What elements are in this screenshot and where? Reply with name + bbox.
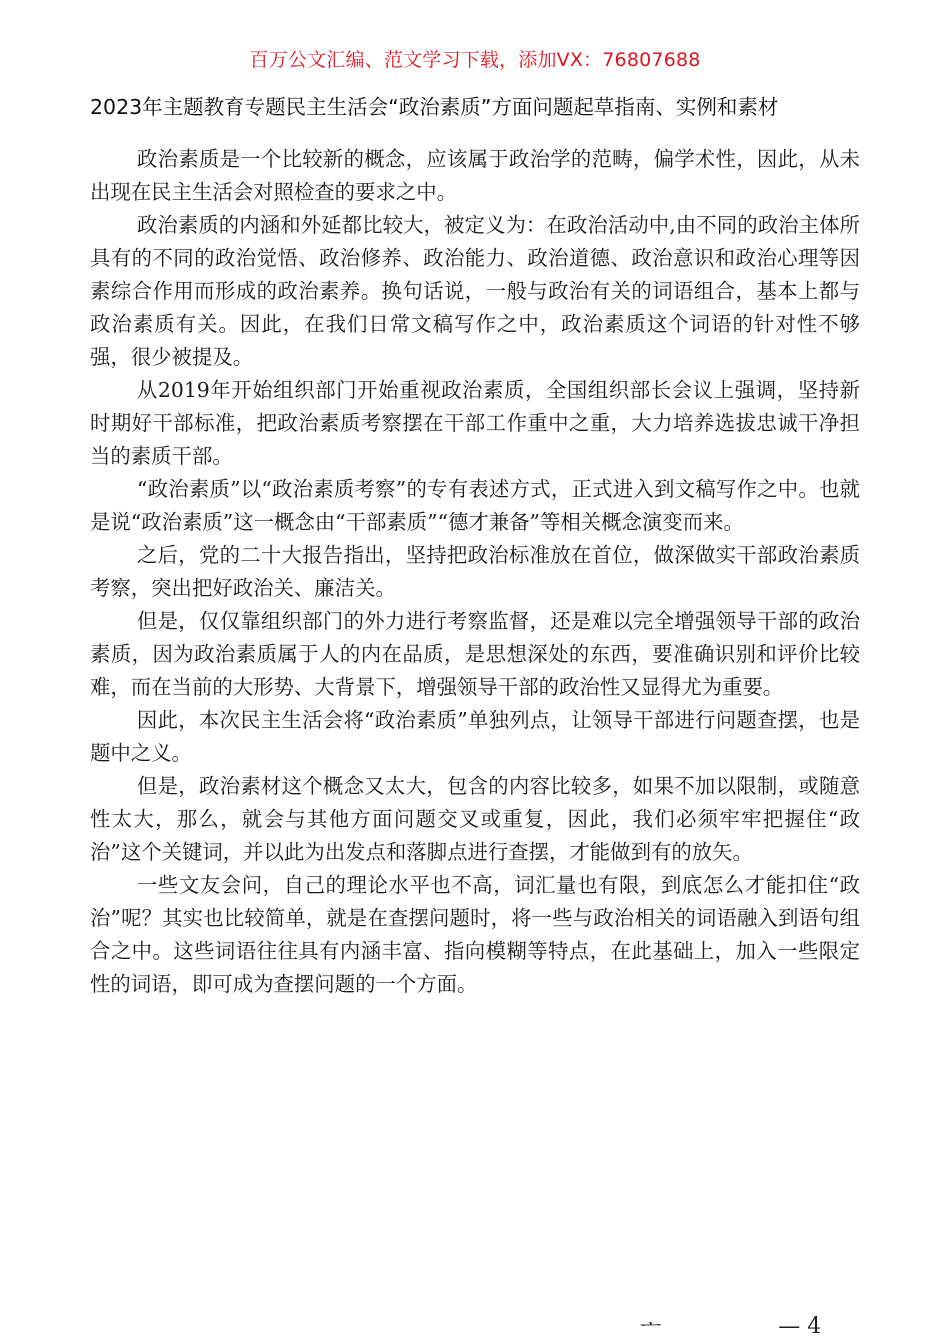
paragraph: 但是，仅仅靠组织部门的外力进行考察监督，还是难以完全增强领导干部的政治素质，因为政治素质属于人的内在品质，是思想深处的东西，要准确识别和评价比较难，而在当前的大形势、大背景下，增强领导干部的政治性又显得尤为重要。 <box>90 609 860 699</box>
paragraph: 因此，本次民主生活会将“政治素质”单独列点，让领导干部进行问题查摆，也是题中之义。 <box>90 708 860 765</box>
paragraph: 但是，政治素材这个概念又太大，包含的内容比较多，如果不加以限制，或随意性太大，那么，就会与其他方面问题交叉或重复，因此，我们必须牢牢把握住“政治”这个关键词，并以此为出发点和落脚点进行查摆，才能做到有的放矢。 <box>90 774 860 864</box>
paragraph: “政治素质”以“政治素质考察”的专有表述方式，正式进入到文稿写作之中。也就是说“政治素质”这一概念由“干部素质”“德才兼备”等相关概念演变而来。 <box>90 477 860 534</box>
watermark-banner: 百万公文汇编、范文学习下载，添加VX：76807688 <box>249 49 701 71</box>
paragraph: 政治素质是一个比较新的概念，应该属于政治学的范畴，偏学术性，因此，从未出现在民主生活会对照检查的要求之中。 <box>90 147 860 204</box>
paragraph: 之后，党的二十大报告指出，坚持把政治标准放在首位，做深做实干部政治素质考察，突出把好政治关、廉洁关。 <box>90 543 860 600</box>
document-body <box>90 143 860 1001</box>
paragraph: 一些文友会问，自己的理论水平也不高，词汇量也有限，到底怎么才能扣住“政治”呢？其实也比较简单，就是在查摆问题时，将一些与政治相关的词语融入到语句组合之中。这些词语往往具有内涵丰富、指向模糊等特点，在此基础上，加入一些限定性的词语，即可成为查摆问题的一个方面。 <box>90 873 860 996</box>
document-title: 2023年主题教育专题民主生活会“政治素质”方面问题起草指南、实例和素材 <box>90 95 779 119</box>
page-footer <box>640 1312 821 1342</box>
page-number: — 4 <box>778 1314 822 1339</box>
paragraph: 从2019年开始组织部门开始重视政治素质，全国组织部长会议上强调，坚持新时期好干部标准，把政治素质考察摆在干部工作重中之重，大力培养选拔忠诚干净担当的素质干部。 <box>90 378 860 468</box>
paragraph: 政治素质的内涵和外延都比较大，被定义为：在政治活动中,由不同的政治主体所具有的不同的政治觉悟、政治修养、政治能力、政治道德、政治意识和政治心理等因素综合作用而形成的政治素养。换句话说，一般与政治有关的词语组合，基本上都与政治素质有关。因此，在我们日常文稿写作之中，政治素质这个词语的针对性不够强，很少被提及。 <box>90 213 860 369</box>
footer-mark: ᅩ <box>640 1314 662 1339</box>
